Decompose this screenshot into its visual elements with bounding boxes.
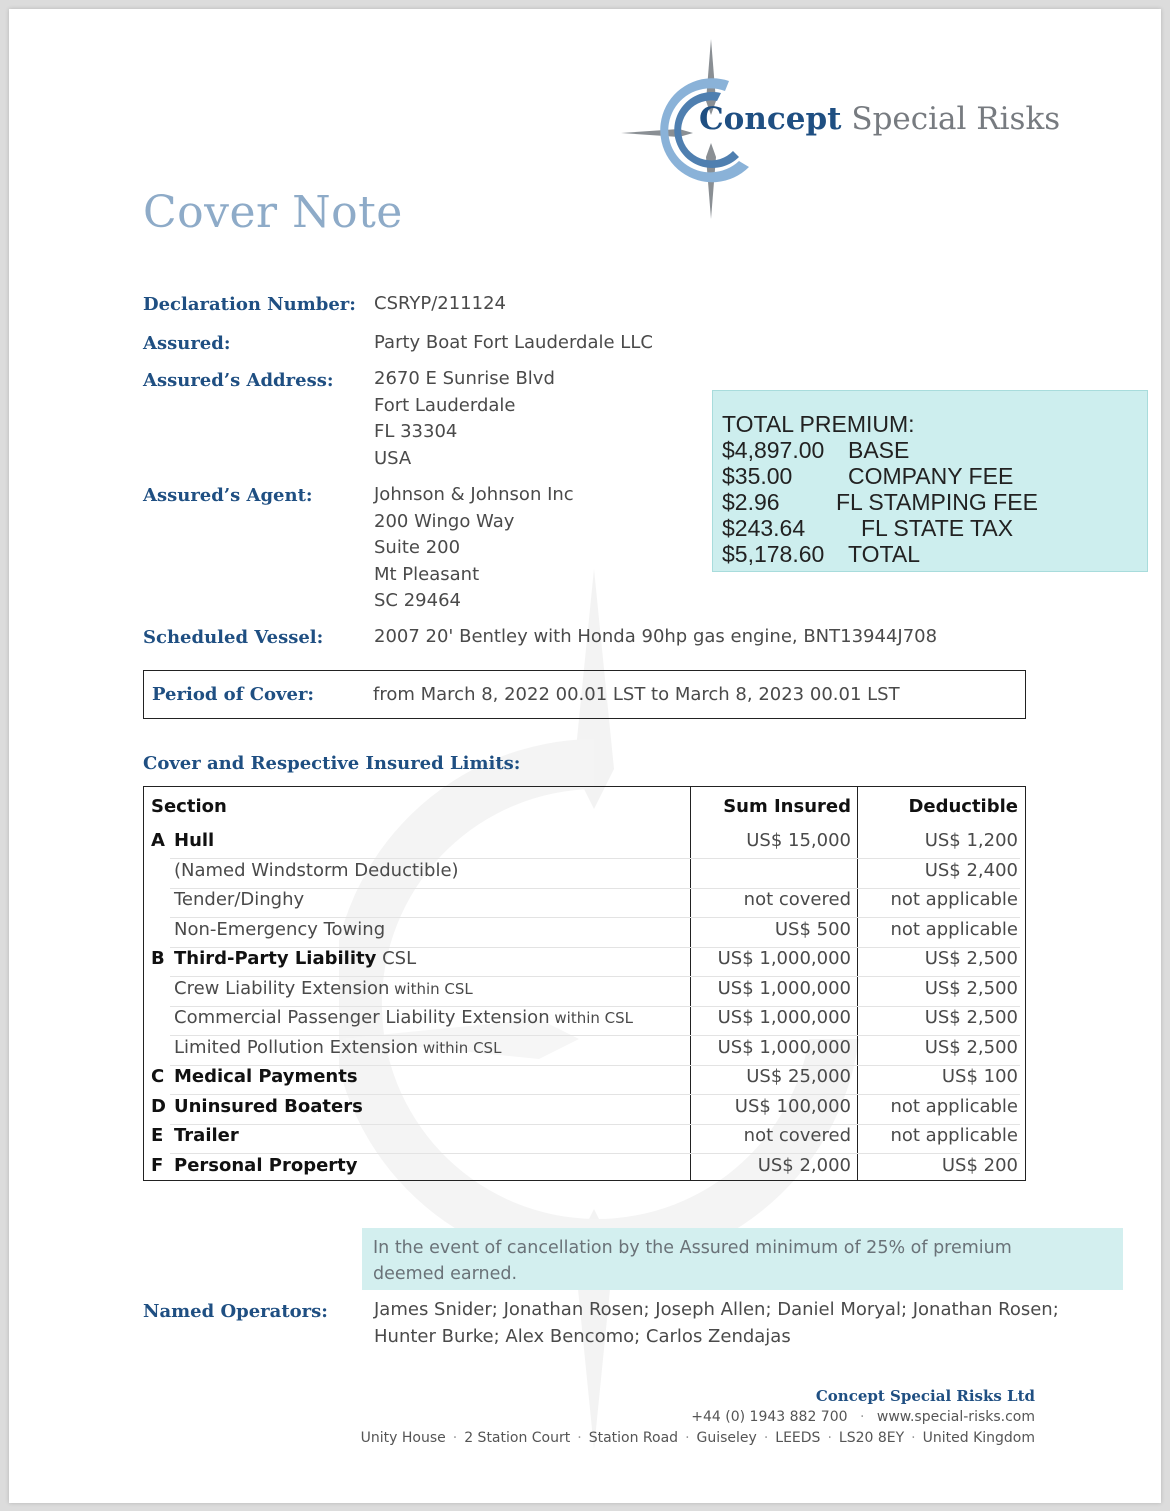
assured-label: Assured: <box>143 333 231 354</box>
footer-company: Concept Special Risks Ltd <box>815 1387 1035 1405</box>
premium-amount: $4,897.00 <box>722 437 825 463</box>
footer-contact <box>691 1409 1035 1425</box>
sum-insured-cell: US$ 100,000 <box>734 1095 851 1117</box>
deductible-cell: US$ 2,500 <box>924 977 1018 999</box>
premium-amount: $5,178.60 <box>722 541 825 567</box>
section-name <box>174 978 473 999</box>
section-letter: C <box>151 1066 165 1087</box>
deductible-cell: US$ 2,400 <box>924 859 1018 881</box>
premium-item-label: FL STAMPING FEE <box>836 489 1038 515</box>
section-letter: D <box>151 1095 166 1117</box>
logo-wordmark <box>699 101 1060 137</box>
operators-line: Hunter Burke; Alex Bencomo; Carlos Zendajas <box>374 1325 791 1347</box>
footer-address-part: Guiseley <box>696 1430 757 1446</box>
agent-line: Johnson & Johnson Inc <box>374 484 574 505</box>
footer-separator: · <box>911 1430 916 1446</box>
section-letter: B <box>151 948 165 969</box>
deductible-cell: not applicable <box>890 1095 1018 1117</box>
section-name-text: Uninsured Boaters <box>174 1095 363 1117</box>
vessel-label: Scheduled Vessel: <box>143 627 324 648</box>
section-name <box>174 1125 239 1146</box>
deductible-cell: not applicable <box>890 1125 1018 1146</box>
premium-amount: $35.00 <box>722 463 793 489</box>
deductible-cell: US$ 100 <box>941 1066 1018 1087</box>
section-name <box>174 948 416 969</box>
vessel-value: 2007 20' Bentley with Honda 90hp gas engine, BNT13944J708 <box>374 626 938 647</box>
logo-brand-light: Special Risks <box>851 101 1061 137</box>
agent-value <box>374 482 574 615</box>
address-line: 2670 E Sunrise Blvd <box>374 368 555 389</box>
agent-label: Assured’s Agent: <box>143 485 313 506</box>
premium-item-label: BASE <box>848 437 910 463</box>
premium-title: TOTAL PREMIUM: <box>722 411 915 437</box>
footer-address-part: LEEDS <box>775 1430 821 1446</box>
agent-line: 200 Wingo Way <box>374 510 515 532</box>
cover-limits-table <box>143 786 1026 1181</box>
section-name <box>174 860 459 881</box>
address-label: Assured’s Address: <box>143 370 334 391</box>
premium-amount: $243.64 <box>722 515 806 541</box>
address-line: FL 33304 <box>374 421 458 442</box>
agent-line: Suite 200 <box>374 537 461 558</box>
footer-address <box>361 1430 1035 1446</box>
sum-insured-cell: US$ 1,000,000 <box>717 948 851 969</box>
footer-separator: · <box>685 1430 690 1446</box>
section-name-text: Limited Pollution Extension <box>174 1036 419 1058</box>
declaration-value: CSRYP/211124 <box>374 293 506 314</box>
section-name-text: Tender/Dinghy <box>174 889 305 910</box>
company-logo <box>621 39 1061 219</box>
section-name <box>174 1066 358 1087</box>
sum-insured-cell: US$ 25,000 <box>746 1066 851 1087</box>
section-name-text: Medical Payments <box>174 1066 358 1087</box>
footer-separator: · <box>452 1430 458 1446</box>
cancellation-line: deemed earned. <box>373 1264 518 1284</box>
address-line: Fort Lauderdale <box>374 394 516 416</box>
footer-address-part: Unity House <box>360 1430 446 1446</box>
premium-item-label: TOTAL <box>848 541 920 567</box>
deductible-cell: US$ 2,500 <box>924 948 1018 969</box>
section-letter: A <box>151 830 165 851</box>
section-name <box>174 830 214 851</box>
footer-separator: · <box>577 1430 582 1446</box>
cancellation-line: In the event of cancellation by the Assured minimum of 25% of premium <box>373 1238 1012 1258</box>
sum-insured-cell: US$ 500 <box>774 918 851 940</box>
section-name-text: Crew Liability Extension <box>174 977 390 999</box>
section-suffix: CSL <box>376 948 417 969</box>
footer-separator: · <box>859 1409 865 1425</box>
header-sum-insured: Sum Insured <box>723 796 851 817</box>
address-line: USA <box>374 447 412 469</box>
declaration-label: Declaration Number: <box>143 294 356 315</box>
cover-heading: Cover and Respective Insured Limits: <box>143 753 521 774</box>
cover-note-page <box>9 9 1161 1503</box>
header-deductible: Deductible <box>908 796 1018 817</box>
sum-insured-cell: not covered <box>743 889 851 910</box>
sum-insured-cell: US$ 2,000 <box>757 1154 851 1176</box>
premium-item-label: FL STATE TAX <box>861 515 1014 541</box>
assured-value: Party Boat Fort Lauderdale LLC <box>374 332 653 353</box>
deductible-cell: not applicable <box>890 918 1018 940</box>
footer-phone: +44 (0) 1943 882 700 <box>691 1409 848 1425</box>
section-suffix: within CSL <box>418 1038 502 1057</box>
section-name <box>174 1007 633 1028</box>
section-name-text: Non-Emergency Towing <box>174 918 386 940</box>
operators-value <box>374 1297 1059 1350</box>
table-column-divider <box>857 787 858 1180</box>
section-suffix: within CSL <box>549 1009 633 1027</box>
section-suffix: within CSL <box>389 979 473 998</box>
sum-insured-cell: US$ 15,000 <box>746 830 851 851</box>
section-name <box>174 1037 501 1058</box>
footer-address-part: Station Road <box>588 1430 679 1446</box>
premium-item-label: COMPANY FEE <box>848 463 1014 489</box>
deductible-cell: US$ 2,500 <box>924 1007 1018 1028</box>
section-name-text: (Named Windstorm Deductible) <box>174 859 459 881</box>
section-name-text: Hull <box>174 830 215 851</box>
footer-separator: · <box>827 1430 832 1446</box>
section-name <box>174 919 385 940</box>
section-letter: E <box>151 1125 164 1146</box>
footer-address-part: LS20 8EY <box>838 1430 905 1446</box>
agent-line: Mt Pleasant <box>374 563 480 585</box>
deductible-cell: US$ 200 <box>941 1154 1018 1176</box>
section-name-text: Personal Property <box>174 1154 358 1176</box>
page-title: Cover Note <box>143 187 403 238</box>
sum-insured-cell: not covered <box>743 1125 851 1146</box>
deductible-cell: US$ 1,200 <box>924 830 1018 851</box>
footer-address-part: 2 Station Court <box>464 1430 571 1446</box>
header-section: Section <box>151 796 227 817</box>
operators-line: James Snider; Jonathan Rosen; Joseph Allen; Daniel Moryal; Jonathan Rosen; <box>374 1299 1059 1320</box>
sum-insured-cell: US$ 1,000,000 <box>717 977 851 999</box>
footer-separator: · <box>763 1430 769 1446</box>
section-name <box>174 1155 358 1176</box>
section-name <box>174 1096 363 1117</box>
address-value <box>374 366 555 472</box>
table-column-divider <box>690 787 691 1180</box>
deductible-cell: US$ 2,500 <box>924 1036 1018 1058</box>
footer-website-link[interactable]: www.special-risks.com <box>876 1409 1035 1425</box>
premium-amount: $2.96 <box>722 489 780 515</box>
period-value: from March 8, 2022 00.01 LST to March 8, 2023 00.01 LST <box>373 684 900 705</box>
section-letter: F <box>151 1154 164 1176</box>
section-name-text: Commercial Passenger Liability Extension <box>174 1007 550 1028</box>
operators-label: Named Operators: <box>143 1301 328 1322</box>
section-name-text: Third-Party Liability <box>174 948 377 969</box>
sum-insured-cell: US$ 1,000,000 <box>717 1007 851 1028</box>
logo-brand-bold: Concept <box>699 101 842 137</box>
premium-box <box>712 390 1148 572</box>
footer-address-part: United Kingdom <box>922 1430 1035 1446</box>
period-label: Period of Cover: <box>152 684 315 705</box>
section-name-text: Trailer <box>174 1125 239 1146</box>
section-name <box>174 889 304 910</box>
agent-line: SC 29464 <box>374 590 461 611</box>
cancellation-note <box>362 1228 1123 1290</box>
sum-insured-cell: US$ 1,000,000 <box>717 1036 851 1058</box>
period-of-cover-box <box>143 670 1026 719</box>
deductible-cell: not applicable <box>890 889 1018 910</box>
